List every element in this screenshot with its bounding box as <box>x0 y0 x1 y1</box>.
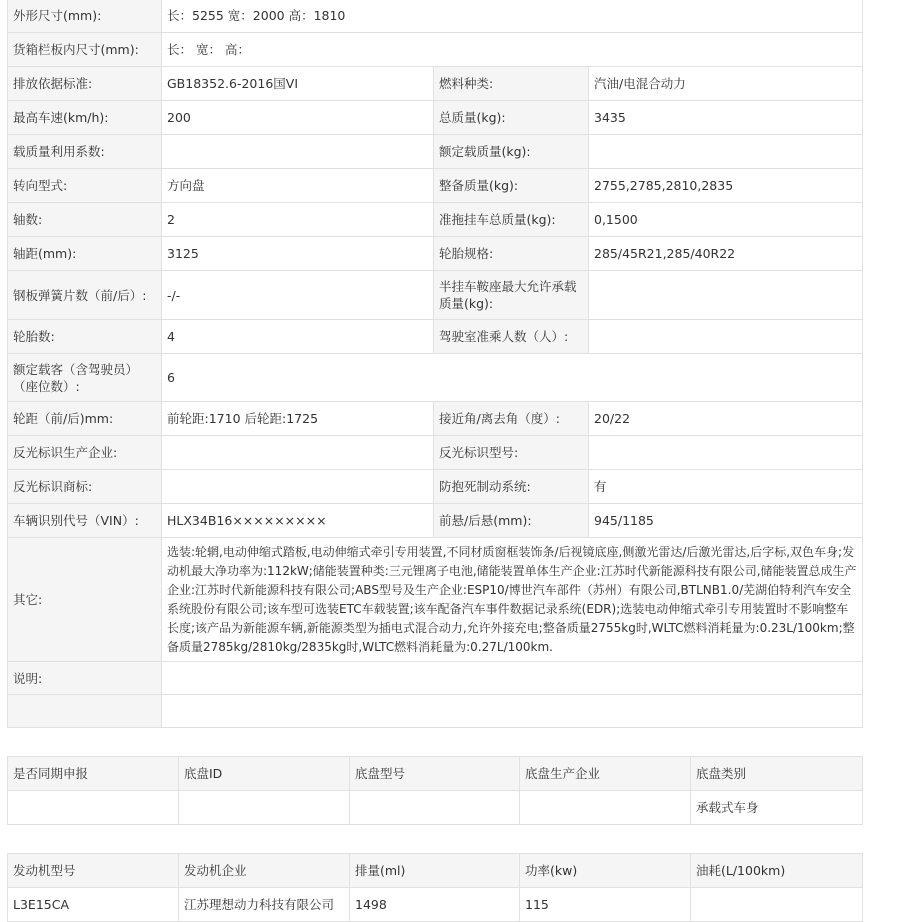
engine-header-cell: 油耗(L/100km) <box>691 854 863 888</box>
reflector-model-label: 反光标识型号: <box>434 436 589 470</box>
emission-label: 排放依据标准: <box>8 67 162 101</box>
spec-row <box>8 470 863 504</box>
trailer-mass-label: 准拖挂车总质量(kg): <box>434 203 589 237</box>
reflector-brand-label: 反光标识商标: <box>8 470 162 504</box>
tire-spec-label: 轮胎规格: <box>434 237 589 271</box>
spec-row <box>8 33 863 67</box>
spec-row <box>8 271 863 320</box>
steering-label: 转向型式: <box>8 169 162 203</box>
spec-row <box>8 67 863 101</box>
engine-header-cell: 发动机型号 <box>8 854 179 888</box>
tires-label: 轮胎数: <box>8 320 162 354</box>
reflector-model-value <box>589 436 863 470</box>
chassis-header-row <box>8 757 863 791</box>
spec-row <box>8 0 863 33</box>
reflector-brand-value <box>162 470 434 504</box>
chassis-header-cell: 底盘生产企业 <box>520 757 691 791</box>
engine-row <box>8 888 863 922</box>
spec-row <box>8 504 863 538</box>
tire-spec-value: 285/45R21,285/40R22 <box>589 237 863 271</box>
chassis-row <box>8 791 863 825</box>
saddle-load-label: 半挂车鞍座最大允许承载质量(kg): <box>434 271 589 320</box>
emission-value: GB18352.6-2016国VI <box>162 67 434 101</box>
angle-label: 接近角/离去角（度）: <box>434 402 589 436</box>
cab-seats-label: 驾驶室准乘人数（人）: <box>434 320 589 354</box>
engine-cell <box>691 888 863 922</box>
vin-value: HLX34B16××××××××× <box>162 504 434 538</box>
chassis-cell: 承载式车身 <box>691 791 863 825</box>
total-mass-label: 总质量(kg): <box>434 101 589 135</box>
note-blank-value <box>162 695 863 728</box>
spec-row <box>8 402 863 436</box>
reflector-maker-value <box>162 436 434 470</box>
engine-cell: 江苏理想动力科技有限公司 <box>179 888 350 922</box>
chassis-cell <box>520 791 691 825</box>
other-label: 其它: <box>8 538 162 662</box>
spec-row <box>8 203 863 237</box>
vin-label: 车辆识别代号（VIN）: <box>8 504 162 538</box>
load-util-label: 载质量利用系数: <box>8 135 162 169</box>
chassis-cell <box>350 791 520 825</box>
abs-label: 防抱死制动系统: <box>434 470 589 504</box>
steering-value: 方向盘 <box>162 169 434 203</box>
rated-passengers-value: 6 <box>162 354 863 402</box>
leaf-spring-value: -/- <box>162 271 434 320</box>
max-speed-label: 最高车速(km/h): <box>8 101 162 135</box>
spec-row <box>8 662 863 695</box>
chassis-header-cell: 底盘类别 <box>691 757 863 791</box>
spec-row <box>8 436 863 470</box>
chassis-cell <box>179 791 350 825</box>
track-value: 前轮距:1710 后轮距:1725 <box>162 402 434 436</box>
spec-row <box>8 538 863 662</box>
chassis-table <box>7 756 863 825</box>
rated-load-value <box>589 135 863 169</box>
leaf-spring-label: 钢板弹簧片数（前/后）: <box>8 271 162 320</box>
chassis-header-cell: 是否同期申报 <box>8 757 179 791</box>
total-mass-value: 3435 <box>589 101 863 135</box>
fuel-label: 燃料种类: <box>434 67 589 101</box>
wheelbase-value: 3125 <box>162 237 434 271</box>
engine-header-cell: 排量(ml) <box>350 854 520 888</box>
note-value <box>162 662 863 695</box>
fuel-value: 汽油/电混合动力 <box>589 67 863 101</box>
engine-table <box>7 853 863 922</box>
spec-row <box>8 354 863 402</box>
axles-label: 轴数: <box>8 203 162 237</box>
spec-row <box>8 695 863 728</box>
chassis-header-cell: 底盘ID <box>179 757 350 791</box>
engine-header-row <box>8 854 863 888</box>
engine-header-cell: 发动机企业 <box>179 854 350 888</box>
load-util-value <box>162 135 434 169</box>
spec-row <box>8 169 863 203</box>
curb-mass-value: 2755,2785,2810,2835 <box>589 169 863 203</box>
outer-dim-value: 长：5255 宽：2000 高：1810 <box>162 0 863 33</box>
engine-cell: 115 <box>520 888 691 922</box>
max-speed-value: 200 <box>162 101 434 135</box>
saddle-load-value <box>589 271 863 320</box>
spec-table <box>7 0 863 728</box>
engine-cell: L3E15CA <box>8 888 179 922</box>
chassis-cell <box>8 791 179 825</box>
cargo-dim-value: 长： 宽： 高： <box>162 33 863 67</box>
abs-value: 有 <box>589 470 863 504</box>
overhang-value: 945/1185 <box>589 504 863 538</box>
other-value: 选装:轮辋,电动伸缩式踏板,电动伸缩式牵引专用装置,不同材质窗框装饰条/后视镜底座,侧激光雷达/后激光雷达,后字标,双色车身;发动机最大净功率为:112kW;储能装置种类:三元锂离子电池,储能装置单体生产企业:江苏时代新能源科技有限公司,储能装置总成生产企业:江苏时代新能源科技有限公司;ABS型号及生产企业:ESP10/博世汽车部件（苏州）有限公司,BTLNB1.0/芜湖伯特利汽车安全系统股份有限公司;该车型可选装ETC车载装置;该车配备汽车事件数据记录系统(EDR);选装电动伸缩式牵引专用装置时不影响整车长度;该产品为新能源车辆,新能源类型为插电式混合动力,允许外接充电;整备质量2755kg时,WLTC燃料消耗量为:0.23L/100km;整备质量2785kg/2810kg/2835kg时,WLTC燃料消耗量为:0.27L/100km. <box>162 538 863 662</box>
engine-header-cell: 功率(kw) <box>520 854 691 888</box>
axles-value: 2 <box>162 203 434 237</box>
tires-value: 4 <box>162 320 434 354</box>
spec-row <box>8 237 863 271</box>
rated-load-label: 额定载质量(kg): <box>434 135 589 169</box>
engine-cell: 1498 <box>350 888 520 922</box>
note-label: 说明: <box>8 662 162 695</box>
curb-mass-label: 整备质量(kg): <box>434 169 589 203</box>
outer-dim-label: 外形尺寸(mm): <box>8 0 162 33</box>
wheelbase-label: 轴距(mm): <box>8 237 162 271</box>
overhang-label: 前悬/后悬(mm): <box>434 504 589 538</box>
cargo-dim-label: 货箱栏板内尺寸(mm): <box>8 33 162 67</box>
angle-value: 20/22 <box>589 402 863 436</box>
rated-passengers-label: 额定载客（含驾驶员）（座位数）: <box>8 354 162 402</box>
spec-row <box>8 320 863 354</box>
track-label: 轮距（前/后)mm: <box>8 402 162 436</box>
spec-row <box>8 101 863 135</box>
chassis-header-cell: 底盘型号 <box>350 757 520 791</box>
note-blank-label <box>8 695 162 728</box>
spec-row <box>8 135 863 169</box>
trailer-mass-value: 0,1500 <box>589 203 863 237</box>
cab-seats-value <box>589 320 863 354</box>
reflector-maker-label: 反光标识生产企业: <box>8 436 162 470</box>
